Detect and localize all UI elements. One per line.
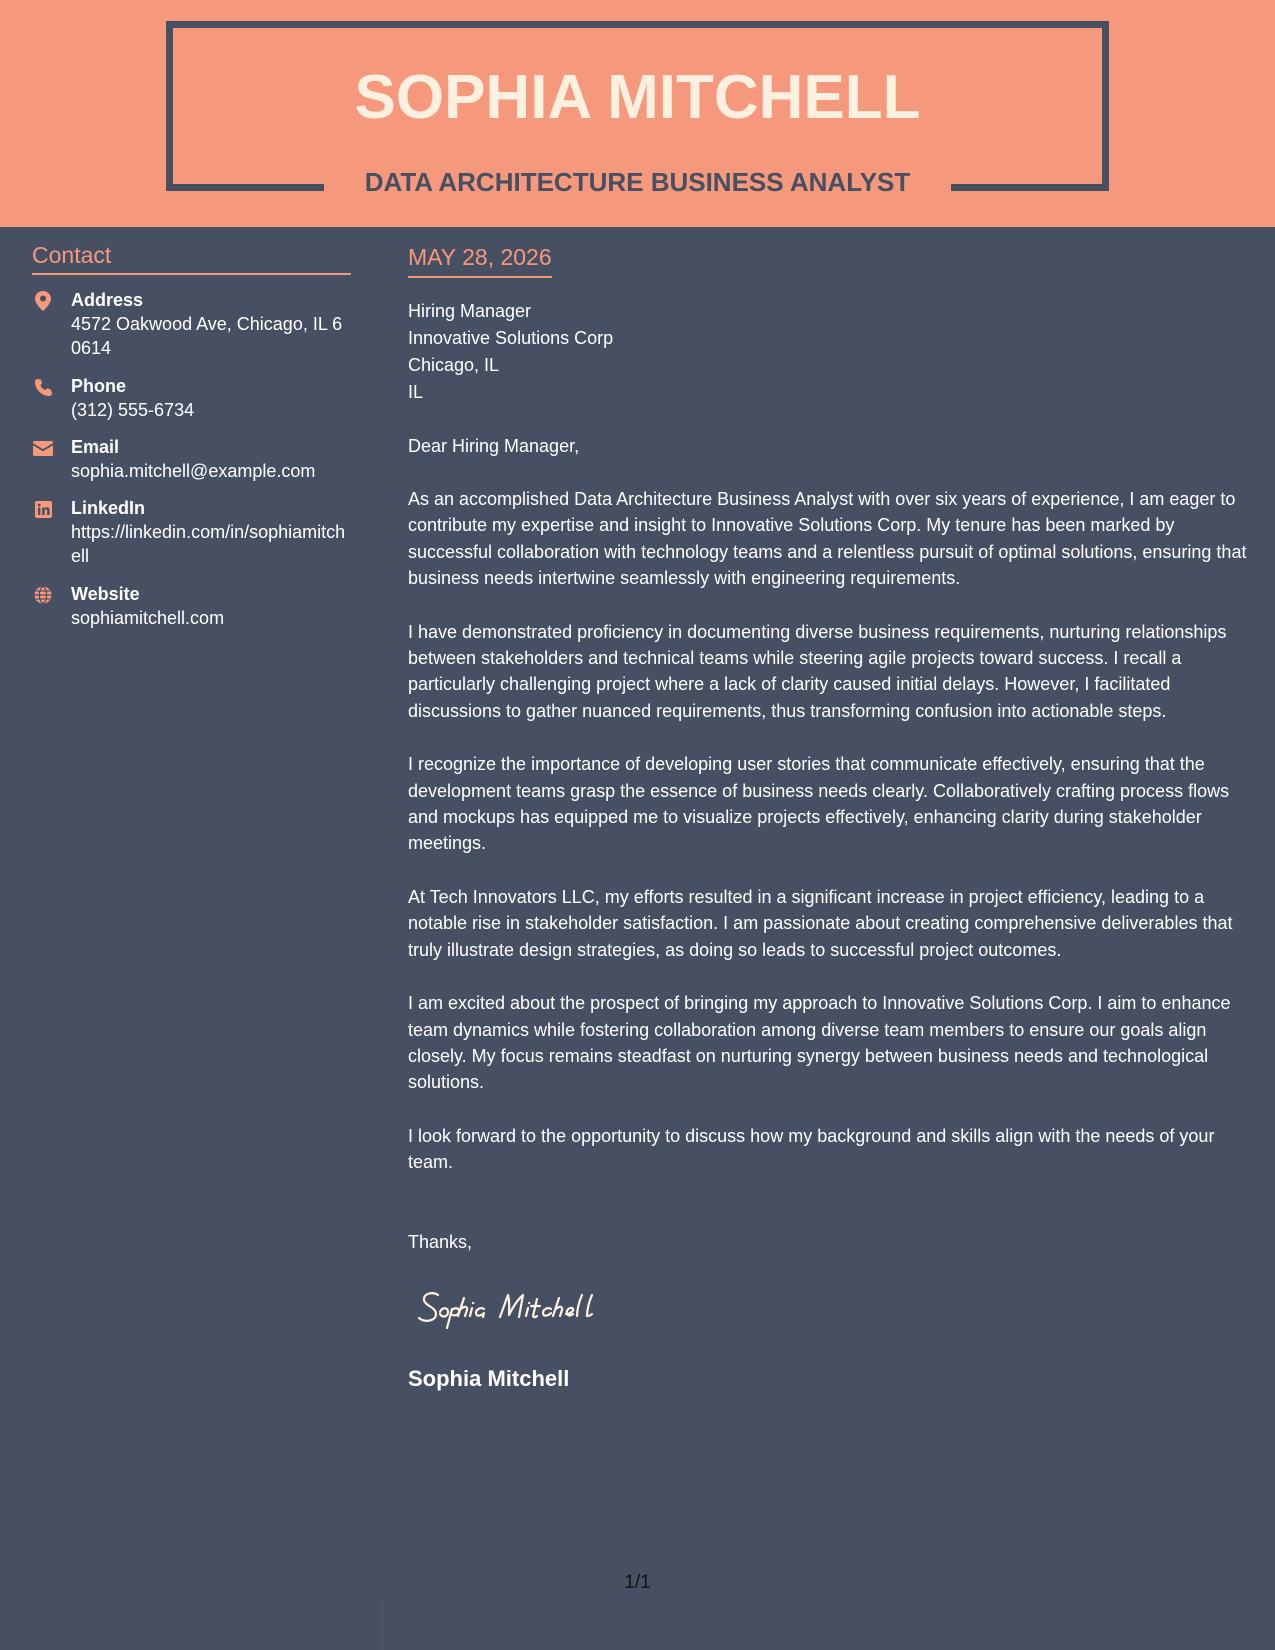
letter-paragraph: I recognize the importance of developing user stories that communicate effectively, ensuring that the development teams grasp the essence of business needs clearly. Collaboratively crafting process flows and mockups has equipped me to visualize projects effectively, enhancing clarity during stakeholder meetings. [408,754,1230,854]
email-value[interactable]: sophia.mitchell@example.com [71,461,316,481]
linkedin-value[interactable]: https://linkedin.com/in/sophiamitchell [71,522,346,566]
location-pin-icon [32,290,54,312]
contact-website [32,582,351,630]
recipient-line: Chicago, IL [408,355,500,375]
website-label: Website [71,584,140,604]
globe-icon [32,584,54,606]
contact-email [32,435,351,483]
page-number: 1/1 [624,1572,651,1593]
letter-date: MAY 28, 2026 [408,244,552,278]
recipient-line: Innovative Solutions Corp [408,328,614,348]
salutation: Dear Hiring Manager, [408,436,580,456]
signer-name: Sophia Mitchell [408,1365,570,1391]
letter-paragraph: At Tech Innovators LLC, my efforts resulted in a significant increase in project efficiency, leading to a notable rise in stakeholder satisfaction. I am passionate about creating comprehensive deliverables that truly illustrate design strategies, as doing so leads to successful project outcomes. [408,886,1233,960]
closing: Thanks, [408,1231,473,1252]
handwritten-signature [416,1279,666,1335]
letter-paragraph: I have demonstrated proficiency in documenting diverse business requirements, nurturing relationships between stakeholders and technical teams while steering agile projects toward success. I recall a particularly challenging project where a lack of clarity caused initial delays. However, I facilitated discussions to gather nuanced requirements, thus transforming confusion into actionable steps. [408,621,1227,721]
letter-paragraph: As an accomplished Data Architecture Business Analyst with over six years of experience, I am eager to contribute my expertise and insight to Innovative Solutions Corp. My tenure has been marked by successful collaboration with technology teams and a relentless pursuit of optimal solutions, ensuring that business needs intertwine seamlessly with engineering requirements. [408,489,1247,589]
job-title: DATA ARCHITECTURE BUSINESS ANALYST [364,167,911,197]
contact-sidebar [32,242,351,630]
contact-linkedin [32,496,351,568]
column-divider [382,1600,383,1650]
header-banner [0,0,1275,227]
letter-paragraph: I am excited about the prospect of bringing my approach to Innovative Solutions Corp. I aim to enhance team dynamics while fostering collaboration among diverse team members to ensure our goals align closely. My focus remains steadfast on nurturing synergy between business needs and technological solutions. [408,993,1231,1093]
contact-address [32,288,351,360]
website-value[interactable]: sophiamitchell.com [71,608,225,628]
applicant-name: SOPHIA MITCHELL [354,63,921,132]
email-label: Email [71,437,120,457]
contact-heading: Contact [32,242,351,275]
linkedin-label: LinkedIn [71,498,146,518]
header-frame-bottom-left [166,184,324,191]
header-frame-bottom-right [951,184,1109,191]
recipient-line: IL [408,382,424,402]
envelope-icon [32,437,54,459]
letter-paragraph: I look forward to the opportunity to discuss how my background and skills align with the needs of your team. [408,1125,1215,1173]
recipient-line: Hiring Manager [408,301,532,321]
phone-icon [32,376,54,398]
address-label: Address [71,290,144,310]
contact-phone [32,374,351,422]
linkedin-icon [32,498,54,520]
phone-label: Phone [71,376,127,396]
letter-body [408,244,1254,1392]
address-value: 4572 Oakwood Ave, Chicago, IL 60614 [71,314,343,358]
phone-value: (312) 555-6734 [71,400,195,420]
recipient-block [408,298,1254,406]
